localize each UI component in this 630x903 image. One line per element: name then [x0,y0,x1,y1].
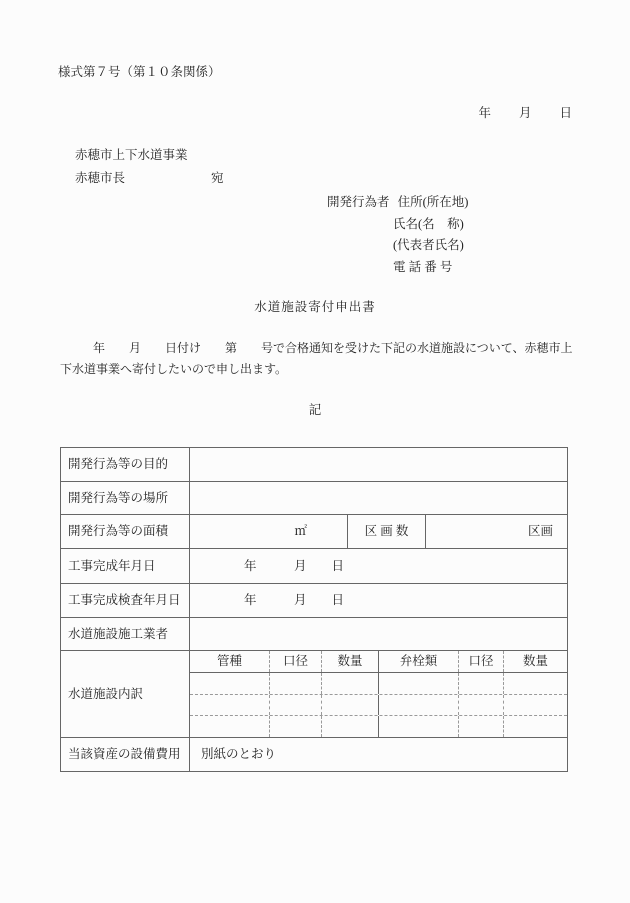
breakdown-empty-row [190,715,567,737]
contractor-value-cell [189,618,567,650]
cost-label: 当該資産の設備費用 [68,747,181,762]
breakdown-label: 水道施設内訳 [68,686,144,701]
developer-block [327,196,468,283]
body-line-1: 年 月 日付け 第 号で合格通知を受けた下記の水道施設について、赤穂市上 [93,341,573,355]
parcels-value-cell [425,515,567,548]
developer-label: 開発行為者 [327,195,390,209]
developer-name-label: 氏名(名 称) [393,216,464,231]
inspection-date-label: 工事完成検査年月日 [68,593,181,608]
breakdown-header-valve-type: 弁栓類 [378,651,458,672]
area-label: 開発行為等の面積 [68,524,169,539]
table-row-location [61,481,567,514]
breakdown-header-quantity-2: 数量 [503,651,567,672]
area-value-cell [189,515,347,548]
table-row-completion-date [61,548,567,583]
body-paragraph [60,342,575,375]
completion-date-value-cell: 年 月 日 [189,549,567,583]
breakdown-header-quantity-1: 数量 [321,651,378,672]
table-row-breakdown [61,650,567,737]
parcels-unit-label: 区画 [527,524,553,539]
application-table [60,447,568,772]
addressee-mayor: 赤穂市長 [75,171,126,185]
addressee-org: 赤穂市上下水道事業 [75,148,188,162]
document-title: 水道施設寄付申出書 [254,300,376,314]
purpose-label: 開発行為等の目的 [68,457,169,472]
breakdown-subtable [189,651,567,737]
developer-phone-label: 電 話 番 号 [393,260,453,275]
completion-date-label: 工事完成年月日 [68,558,156,573]
breakdown-header-row [190,651,567,672]
table-row-area [61,514,567,548]
cost-value-cell: 別紙のとおり [189,738,567,771]
breakdown-empty-row [190,672,567,694]
parcels-label: 区 画 数 [347,515,425,548]
table-row-purpose [61,448,567,481]
location-value-cell [189,482,567,514]
form-number: 様式第７号（第１０条関係） [58,65,221,79]
location-label: 開発行為等の場所 [68,490,169,505]
purpose-value-cell [189,448,567,481]
addressee-suffix: 宛 [211,171,224,185]
table-row-contractor [61,617,567,650]
table-row-inspection-date [61,583,567,617]
breakdown-empty-row [190,694,567,716]
body-line-2: 下水道事業へ寄付したいので申し出ます。 [60,362,288,376]
breakdown-header-diameter-2: 口径 [458,651,503,672]
developer-representative-label: (代表者氏名) [393,238,464,253]
addressee-block [75,149,224,195]
breakdown-header-pipe-type: 管種 [216,654,242,669]
developer-address-label: 住所(所在地) [397,195,469,209]
date-line: 年 月 日 [478,106,573,120]
record-mark: 記 [308,403,322,417]
inspection-date-value-cell: 年 月 日 [189,584,567,617]
table-row-cost [61,737,567,771]
breakdown-header-diameter-1: 口径 [269,651,321,672]
area-unit-label: ㎡ [294,524,307,539]
contractor-label: 水道施設施工業者 [68,626,169,641]
